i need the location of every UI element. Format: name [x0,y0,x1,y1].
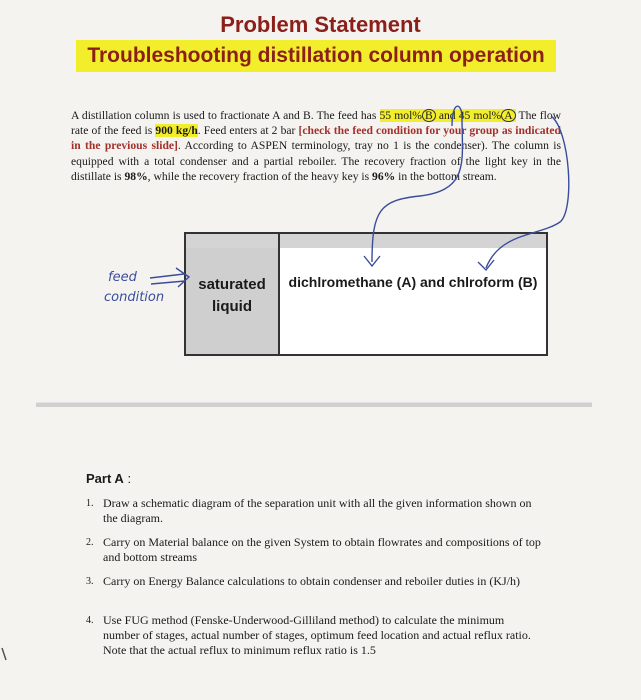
page-title: Problem Statement [220,12,421,37]
circled-b: B [422,109,436,122]
para-text-3: . Feed enters at 2 bar [197,124,299,138]
para-text-6: in the bottom stream. [395,169,497,183]
handwritten-arrowhead-a [478,260,494,270]
heavy-key-recovery: 96% [372,169,396,183]
para-text-1: A distillation column is used to fractionate A and B. The feed has [71,109,380,122]
section-divider [36,402,592,407]
handwritten-double-arrow [150,268,189,287]
feed-composition-highlight: 55 mol% B and 45 mol% A [380,109,516,122]
flow-rate-highlight: 900 kg/h [155,124,198,138]
handwritten-connector-a [486,116,569,268]
handwritten-note-line1: feed [108,270,137,285]
handwritten-note-line2: condition [104,290,165,305]
para-text-5: , while the recovery fraction of the heavy key is [147,169,373,183]
handwritten-connector-b [372,106,462,262]
circled-a: A [501,109,515,122]
para-text-2: The flow rate of the feed is [71,109,561,138]
components-value: dichlromethane (A) and chlroform (B) [288,274,538,290]
margin-mark [2,648,6,660]
para-text-4: . According to ASPEN terminology, tray no 1 is the condenser). The column is equipped with a total condenser and a partial reboiler. The recovery fraction of the light key in the distillate is [71,139,561,183]
feed-condition-note: [check the feed condition for your group as indicated in the previous slide] [71,124,561,153]
part-a-heading: Part A : [86,471,132,486]
page-subtitle: Troubleshooting distillation column operation [76,40,556,72]
light-key-recovery: 98% [124,169,148,183]
feed-condition-value: saturated liquid [198,276,266,315]
